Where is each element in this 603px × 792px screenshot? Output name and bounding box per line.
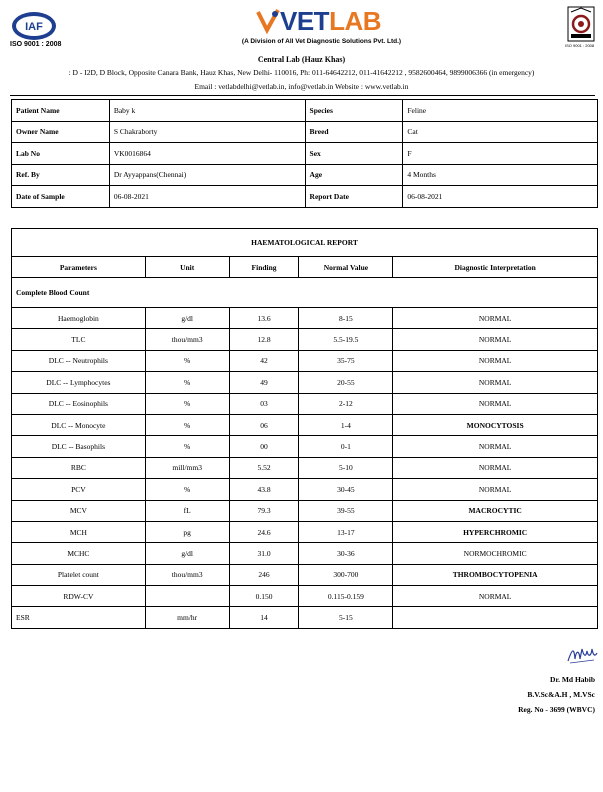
report-title: HAEMATOLOGICAL REPORT: [12, 229, 598, 257]
table-row: [12, 521, 598, 542]
patient-field-label: Age: [305, 164, 403, 186]
finding-cell: 31.0: [229, 543, 299, 564]
interpretation-cell: HYPERCHROMIC: [393, 521, 598, 542]
patient-field-value: Feline: [403, 100, 598, 122]
unit-cell: fL: [145, 500, 229, 521]
parameter-cell: DLC -- Neutrophils: [12, 350, 146, 371]
finding-cell: 13.6: [229, 308, 299, 329]
unit-cell: mill/mm3: [145, 457, 229, 478]
table-row: [12, 500, 598, 521]
parameter-cell: MCV: [12, 500, 146, 521]
iso-certification-right: ISO 9001 : 2008: [565, 43, 595, 48]
patient-field-value: F: [403, 143, 598, 165]
unit-cell: %: [145, 436, 229, 457]
table-row: [12, 457, 598, 478]
patient-field-label: Breed: [305, 121, 403, 143]
interpretation-cell: MACROCYTIC: [393, 500, 598, 521]
normal-value-cell: 13-17: [299, 521, 393, 542]
parameter-cell: Haemoglobin: [12, 308, 146, 329]
finding-cell: 43.8: [229, 479, 299, 500]
doctor-name: Dr. Md Habib: [550, 675, 595, 684]
certification-seal-icon: [567, 6, 595, 42]
doctor-registration: Reg. No - 3699 (WBVC): [518, 705, 595, 714]
lab-name: Central Lab (Hauz Khas): [257, 55, 346, 64]
unit-cell: %: [145, 414, 229, 435]
parameter-cell: DLC -- Lymphocytes: [12, 372, 146, 393]
finding-cell: 5.52: [229, 457, 299, 478]
unit-cell: g/dl: [145, 543, 229, 564]
unit-cell: %: [145, 479, 229, 500]
patient-field-value: Dr Ayyappans(Chennai): [109, 164, 305, 186]
interpretation-cell: NORMAL: [393, 586, 598, 607]
unit-cell: thou/mm3: [145, 564, 229, 585]
normal-value-cell: 5-10: [299, 457, 393, 478]
table-row: [12, 414, 598, 435]
parameter-cell: MCHC: [12, 543, 146, 564]
finding-cell: 06: [229, 414, 299, 435]
brand-name-lab: LAB: [329, 6, 382, 36]
patient-field-label: Lab No: [12, 143, 110, 165]
normal-value-cell: 30-45: [299, 479, 393, 500]
unit-cell: g/dl: [145, 308, 229, 329]
column-header: Diagnostic Interpretation: [393, 257, 598, 278]
unit-cell: mm/hr: [145, 607, 229, 628]
patient-field-value: VK0016864: [109, 143, 305, 165]
normal-value-cell: 8-15: [299, 308, 393, 329]
brand-name: [280, 6, 381, 36]
finding-cell: 00: [229, 436, 299, 457]
svg-text:IAF: IAF: [25, 21, 43, 33]
patient-detail-row: [12, 164, 598, 186]
parameter-cell: ESR: [12, 607, 146, 628]
interpretation-cell: NORMAL: [393, 308, 598, 329]
patient-field-label: Ref. By: [12, 164, 110, 186]
table-row: [12, 607, 598, 628]
unit-cell: %: [145, 350, 229, 371]
interpretation-cell: NORMAL: [393, 457, 598, 478]
table-row: [12, 436, 598, 457]
normal-value-cell: 0-1: [299, 436, 393, 457]
parameter-cell: DLC -- Basophils: [12, 436, 146, 457]
doctor-qualification: B.V.Sc&A.H , M.VSc: [527, 690, 595, 699]
patient-field-label: Report Date: [305, 186, 403, 208]
patient-field-label: Date of Sample: [12, 186, 110, 208]
finding-cell: 42: [229, 350, 299, 371]
normal-value-cell: 0.115-0.159: [299, 586, 393, 607]
column-header: Parameters: [12, 257, 146, 278]
parameter-cell: PCV: [12, 479, 146, 500]
interpretation-cell: NORMAL: [393, 436, 598, 457]
column-header: Finding: [229, 257, 299, 278]
table-row: [12, 393, 598, 414]
patient-field-label: Owner Name: [12, 121, 110, 143]
unit-cell: thou/mm3: [145, 329, 229, 350]
report-header-row: [12, 257, 598, 278]
normal-value-cell: 1-4: [299, 414, 393, 435]
lab-address: : D - I2D, D Block, Opposite Canara Bank, Hauz Khas, New Delhi- 110016, Ph: 011-64642212, 011-41642212 , 9582600464, 9899006366 (in emergency): [68, 68, 535, 77]
patient-field-value: S Chakraborty: [109, 121, 305, 143]
parameter-cell: Platelet count: [12, 564, 146, 585]
finding-cell: 03: [229, 393, 299, 414]
patient-detail-row: [12, 121, 598, 143]
parameter-cell: DLC -- Eosinophils: [12, 393, 146, 414]
brand-name-vet: VET: [280, 6, 330, 36]
unit-cell: %: [145, 393, 229, 414]
parameter-cell: DLC -- Monocyte: [12, 414, 146, 435]
interpretation-cell: [393, 607, 598, 628]
table-row: [12, 586, 598, 607]
interpretation-cell: NORMOCHROMIC: [393, 543, 598, 564]
normal-value-cell: 39-55: [299, 500, 393, 521]
interpretation-cell: NORMAL: [393, 350, 598, 371]
signature-block: [518, 672, 595, 717]
table-row: [12, 479, 598, 500]
normal-value-cell: 300-700: [299, 564, 393, 585]
patient-field-label: Patient Name: [12, 100, 110, 122]
table-row: [12, 308, 598, 329]
column-header: Normal Value: [299, 257, 393, 278]
normal-value-cell: 30-36: [299, 543, 393, 564]
interpretation-cell: NORMAL: [393, 372, 598, 393]
patient-field-value: 06-08-2021: [403, 186, 598, 208]
header-divider: [10, 95, 595, 96]
interpretation-cell: NORMAL: [393, 479, 598, 500]
interpretation-cell: THROMBOCYTOPENIA: [393, 564, 598, 585]
patient-field-value: Baby k: [109, 100, 305, 122]
finding-cell: 0.150: [229, 586, 299, 607]
parameter-cell: RBC: [12, 457, 146, 478]
finding-cell: 24.6: [229, 521, 299, 542]
normal-value-cell: 5-15: [299, 607, 393, 628]
signature-mark: [566, 643, 598, 665]
patient-details-table: [11, 99, 598, 208]
normal-value-cell: 35-75: [299, 350, 393, 371]
section-row: [12, 278, 598, 308]
finding-cell: 49: [229, 372, 299, 393]
column-header: Unit: [145, 257, 229, 278]
table-row: [12, 372, 598, 393]
finding-cell: 246: [229, 564, 299, 585]
table-row: [12, 350, 598, 371]
patient-field-label: Species: [305, 100, 403, 122]
lab-contact-email: Email : vetlabdelhi@vetlab.in, info@vetlab.in Website : www.vetlab.in: [194, 82, 409, 91]
interpretation-cell: NORMAL: [393, 393, 598, 414]
table-row: [12, 329, 598, 350]
parameter-cell: RDW-CV: [12, 586, 146, 607]
patient-field-label: Sex: [305, 143, 403, 165]
table-row: [12, 543, 598, 564]
patient-detail-row: [12, 143, 598, 165]
patient-detail-row: [12, 186, 598, 208]
haematological-report-table: [11, 228, 598, 629]
section-title: Complete Blood Count: [12, 278, 598, 308]
unit-cell: pg: [145, 521, 229, 542]
table-row: [12, 564, 598, 585]
vetlab-logo-icon: [255, 8, 281, 34]
patient-field-value: 4 Months: [403, 164, 598, 186]
iso-certification-left: ISO 9001 : 2008: [10, 41, 62, 48]
finding-cell: 14: [229, 607, 299, 628]
patient-detail-row: [12, 100, 598, 122]
unit-cell: %: [145, 372, 229, 393]
normal-value-cell: 20-55: [299, 372, 393, 393]
unit-cell: [145, 586, 229, 607]
patient-field-value: 06-08-2021: [109, 186, 305, 208]
brand-tagline: (A Division of All Vet Diagnostic Solutions Pvt. Ltd.): [241, 38, 402, 45]
normal-value-cell: 2-12: [299, 393, 393, 414]
finding-cell: 12.8: [229, 329, 299, 350]
finding-cell: 79.3: [229, 500, 299, 521]
interpretation-cell: NORMAL: [393, 329, 598, 350]
parameter-cell: TLC: [12, 329, 146, 350]
letterhead: [0, 0, 603, 96]
interpretation-cell: MONOCYTOSIS: [393, 414, 598, 435]
patient-field-value: Cat: [403, 121, 598, 143]
normal-value-cell: 5.5-19.5: [299, 329, 393, 350]
parameter-cell: MCH: [12, 521, 146, 542]
